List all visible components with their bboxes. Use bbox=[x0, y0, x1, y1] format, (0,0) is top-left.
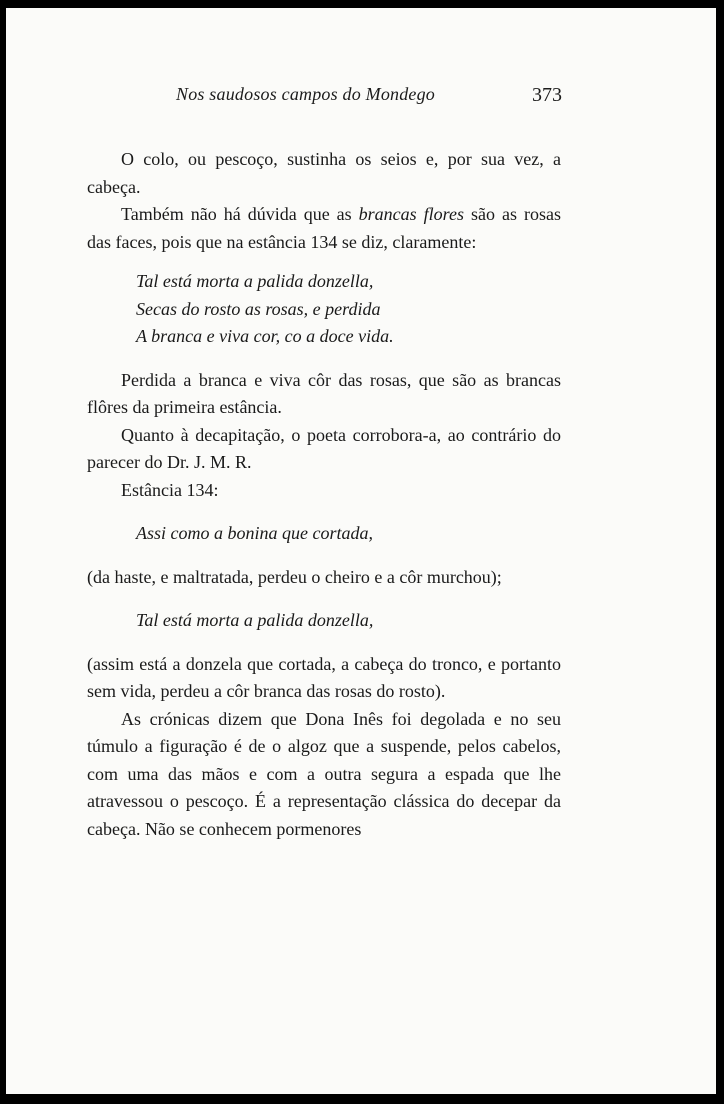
paragraph-6: (da haste, e maltratada, perdeu o cheiro e a côr murchou); bbox=[87, 566, 502, 587]
book-page bbox=[6, 8, 716, 1094]
page-header bbox=[6, 84, 716, 110]
paragraph-2 bbox=[87, 201, 561, 256]
verse-quote-2: Assi como a bonina que cortada, bbox=[136, 523, 373, 543]
running-title: Nos saudosos campos do Mondego bbox=[176, 84, 436, 104]
paragraph-2-italic: brancas flores bbox=[358, 204, 465, 224]
page-number: 373 bbox=[532, 84, 562, 106]
verse-quote-1 bbox=[87, 268, 561, 351]
paragraph-2-end: são as rosas das faces, pois que na estância 134 se diz, claramente: bbox=[87, 204, 561, 252]
verse-line: Tal está morta a palida donzella, bbox=[136, 271, 374, 291]
paragraph-7: (assim está a donzela que cortada, a cabeça do tronco, e portanto sem vida, perdeu a côr branca das rosas do rosto). bbox=[87, 653, 561, 701]
paragraph-3: Perdida a branca e viva côr das rosas, que são as brancas flôres da primeira estância. bbox=[87, 369, 561, 417]
paragraph-2-start: Também não há dúvida que as bbox=[121, 204, 359, 224]
verse-line: A branca e viva cor, co a doce vida. bbox=[136, 326, 394, 346]
paragraph-8: As crónicas dizem que Dona Inês foi degolada e no seu túmulo a figuração é de o algoz que a suspende, pelos cabelos, com uma das mãos e com a outra segura a espada que lhe atravessou o pescoço. É a representação clássica do decepar da cabeça. Não se conhecem pormenores bbox=[87, 708, 561, 839]
paragraph-4: Quanto à decapitação, o poeta corrobora-a, ao contrário do parecer do Dr. J. M. R. bbox=[87, 424, 561, 472]
paragraph-1: O colo, ou pescoço, sustinha os seios e, por sua vez, a cabeça. bbox=[87, 149, 561, 197]
paragraph-5: Estância 134: bbox=[121, 479, 219, 500]
verse-line: Secas do rosto as rosas, e perdida bbox=[136, 298, 381, 319]
verse-quote-3: Tal está morta a palida donzella, bbox=[136, 610, 374, 630]
body-text bbox=[87, 146, 561, 843]
